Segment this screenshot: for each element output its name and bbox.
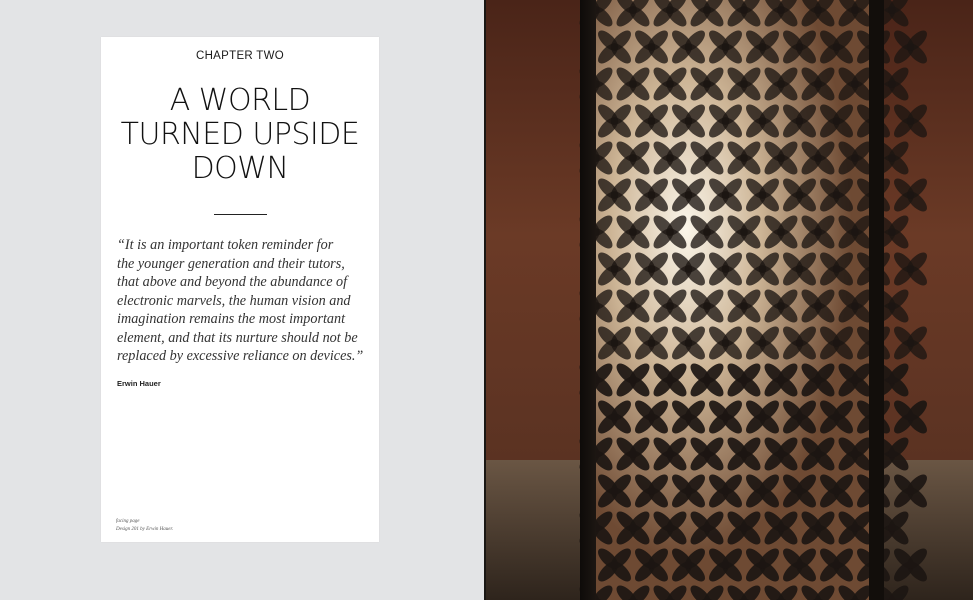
chapter-title-line: TURNED UPSIDE [120,117,360,152]
perforated-screen-photo [484,0,973,600]
quote-line: the younger generation and their tutors, [117,255,345,272]
quote-line: electronic marvels, the human vision and [117,292,351,309]
quote-line: replaced by excessive reliance on devices.” [117,348,364,364]
divider-rule [214,214,267,215]
chapter-title-line: A WORLD [169,83,311,118]
caption-line: Design 201 by Erwin Hauer. [116,527,174,532]
photo-caption [116,518,173,534]
quote-line: that above and beyond the abundance of [117,274,348,290]
caption-line: facing page [116,519,140,524]
photo-illustration [484,0,973,600]
book-page [101,37,379,542]
quote-line: imagination remains the most important [117,311,346,327]
chapter-label: CHAPTER TWO [195,50,285,62]
epigraph-quote [117,236,367,366]
quote-author: Erwin Hauer [117,379,161,388]
chapter-title-line: DOWN [191,151,289,186]
chapter-title [101,84,379,186]
quote-line: “It is an important token reminder for [117,237,334,253]
quote-line: element, and that its nurture should not be [117,329,358,346]
